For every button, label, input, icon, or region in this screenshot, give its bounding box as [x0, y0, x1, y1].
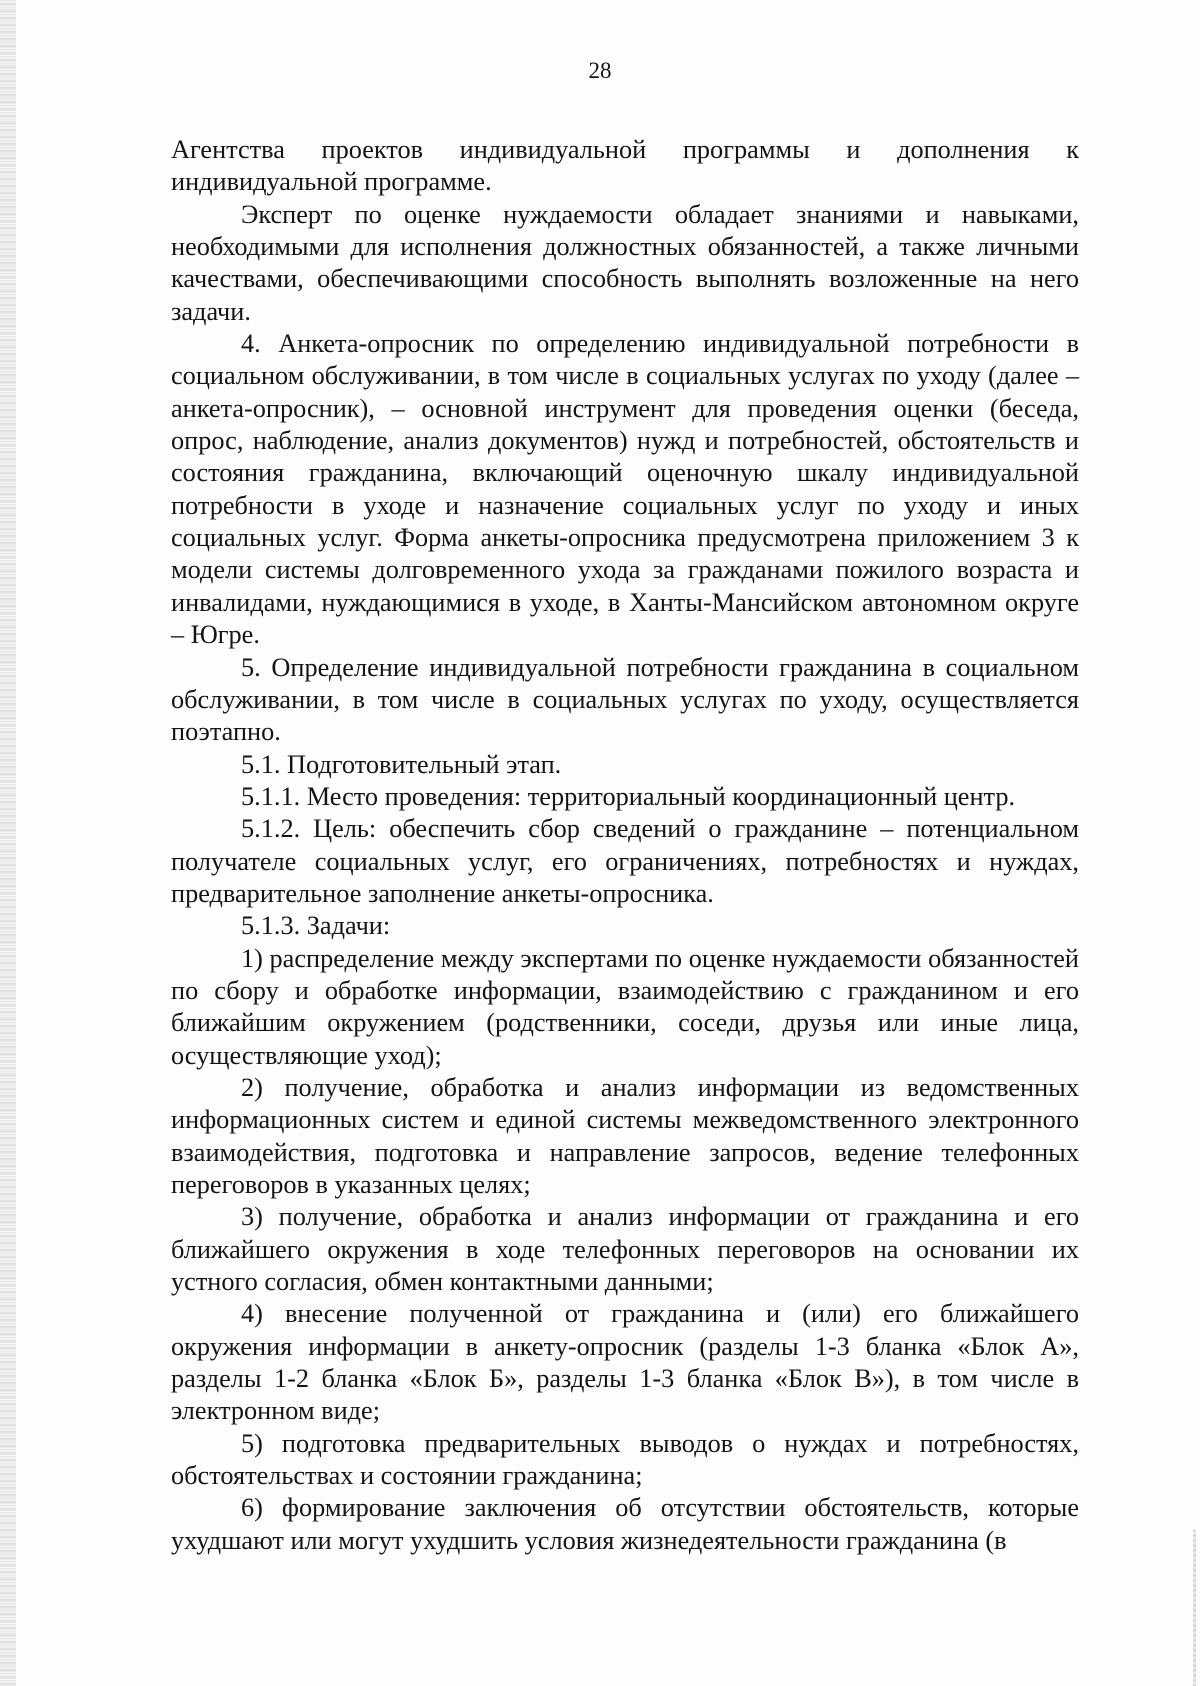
paragraph-5-1-2: 5.1.2. Цель: обеспечить сбор сведений о гражданине – потенциальном получателе социальных услуг, его ограничениях, потребностях и нуждах, предварительное заполнение анкеты-опросника. [171, 814, 1079, 908]
paragraph-continuation: Агентства проектов индивидуальной программы и дополнения к индивидуальной программе. [171, 135, 1079, 197]
paragraph-expert-skills: Эксперт по оценке нуждаемости обладает знаниями и навыками, необходимыми для исполнения должностных обязанностей, а также личными качествами, обеспечивающими способность выполнять возложенные на него задачи. [171, 199, 1079, 326]
scan-edge-left [0, 0, 16, 1686]
list-item-4: 4) внесение полученной от гражданина и (или) его ближайшего окружения информации в анкету-опросник (разделы 1-3 бланка «Блок А», разделы 1-2 бланка «Блок Б», разделы 1-3 бланка «Блок В»), в том числе в электронном виде; [171, 1299, 1079, 1426]
paragraph-5-1: 5.1. Подготовительный этап. [241, 749, 562, 779]
list-item-6: 6) формирование заключения об отсутствии обстоятельств, которые ухудшают или могут ухудшить условия жизнедеятельности гражданина (в [171, 1493, 1079, 1555]
list-item-2: 2) получение, обработка и анализ информации из ведомственных информационных систем и единой системы межведомственного электронного взаимодействия, подготовка и направление запросов, ведение телефонных переговоров в указанных целях; [171, 1072, 1079, 1199]
paragraph-4-questionnaire: 4. Анкета-опросник по определению индивидуальной потребности в социальном обслуживании, в том числе в социальных услугах по уходу (далее – анкета-опросник), – основной инструмент для проведения оценки (беседа, опрос, наблюдение, анализ документов) нужд и потребностей, обстоятельств и состояния гражданина, включающий оценочную шкалу индивидуальной потребности в уходе и назначение социальных услуг по уходу и иных социальных услуг. Форма анкеты-опросника предусмотрена приложением 3 к модели системы долговременного ухода за гражданами пожилого возраста и инвалидами, нуждающимися в уходе, в Ханты-Мансийском автономном округе – Югре. [171, 329, 1079, 650]
paragraph-5-1-3: 5.1.3. Задачи: [241, 911, 391, 941]
page-number: 28 [588, 58, 612, 83]
scan-edge-right [1193, 1530, 1196, 1686]
list-item-3: 3) получение, обработка и анализ информации от гражданина и его ближайшего окружения в ходе телефонных переговоров на основании их устного согласия, обмен контактными данными; [171, 1202, 1079, 1297]
list-item-5: 5) подготовка предварительных выводов о нуждах и потребностях, обстоятельствах и состоянии гражданина; [171, 1428, 1079, 1491]
paragraph-5-determination: 5. Определение индивидуальной потребности гражданина в социальном обслуживании, в том числе в социальных услугах по уходу, осуществляется поэтапно. [171, 652, 1079, 747]
body-text [171, 134, 1079, 1557]
list-item-1: 1) распределение между экспертами по оценке нуждаемости обязанностей по сбору и обработке информации, взаимодействию с гражданином и его ближайшим окружением (родственники, соседи, друзья или иные лица, осуществляющие уход); [171, 943, 1079, 1070]
paragraph-5-1-1: 5.1.1. Место проведения: территориальный координационный центр. [241, 781, 1016, 811]
